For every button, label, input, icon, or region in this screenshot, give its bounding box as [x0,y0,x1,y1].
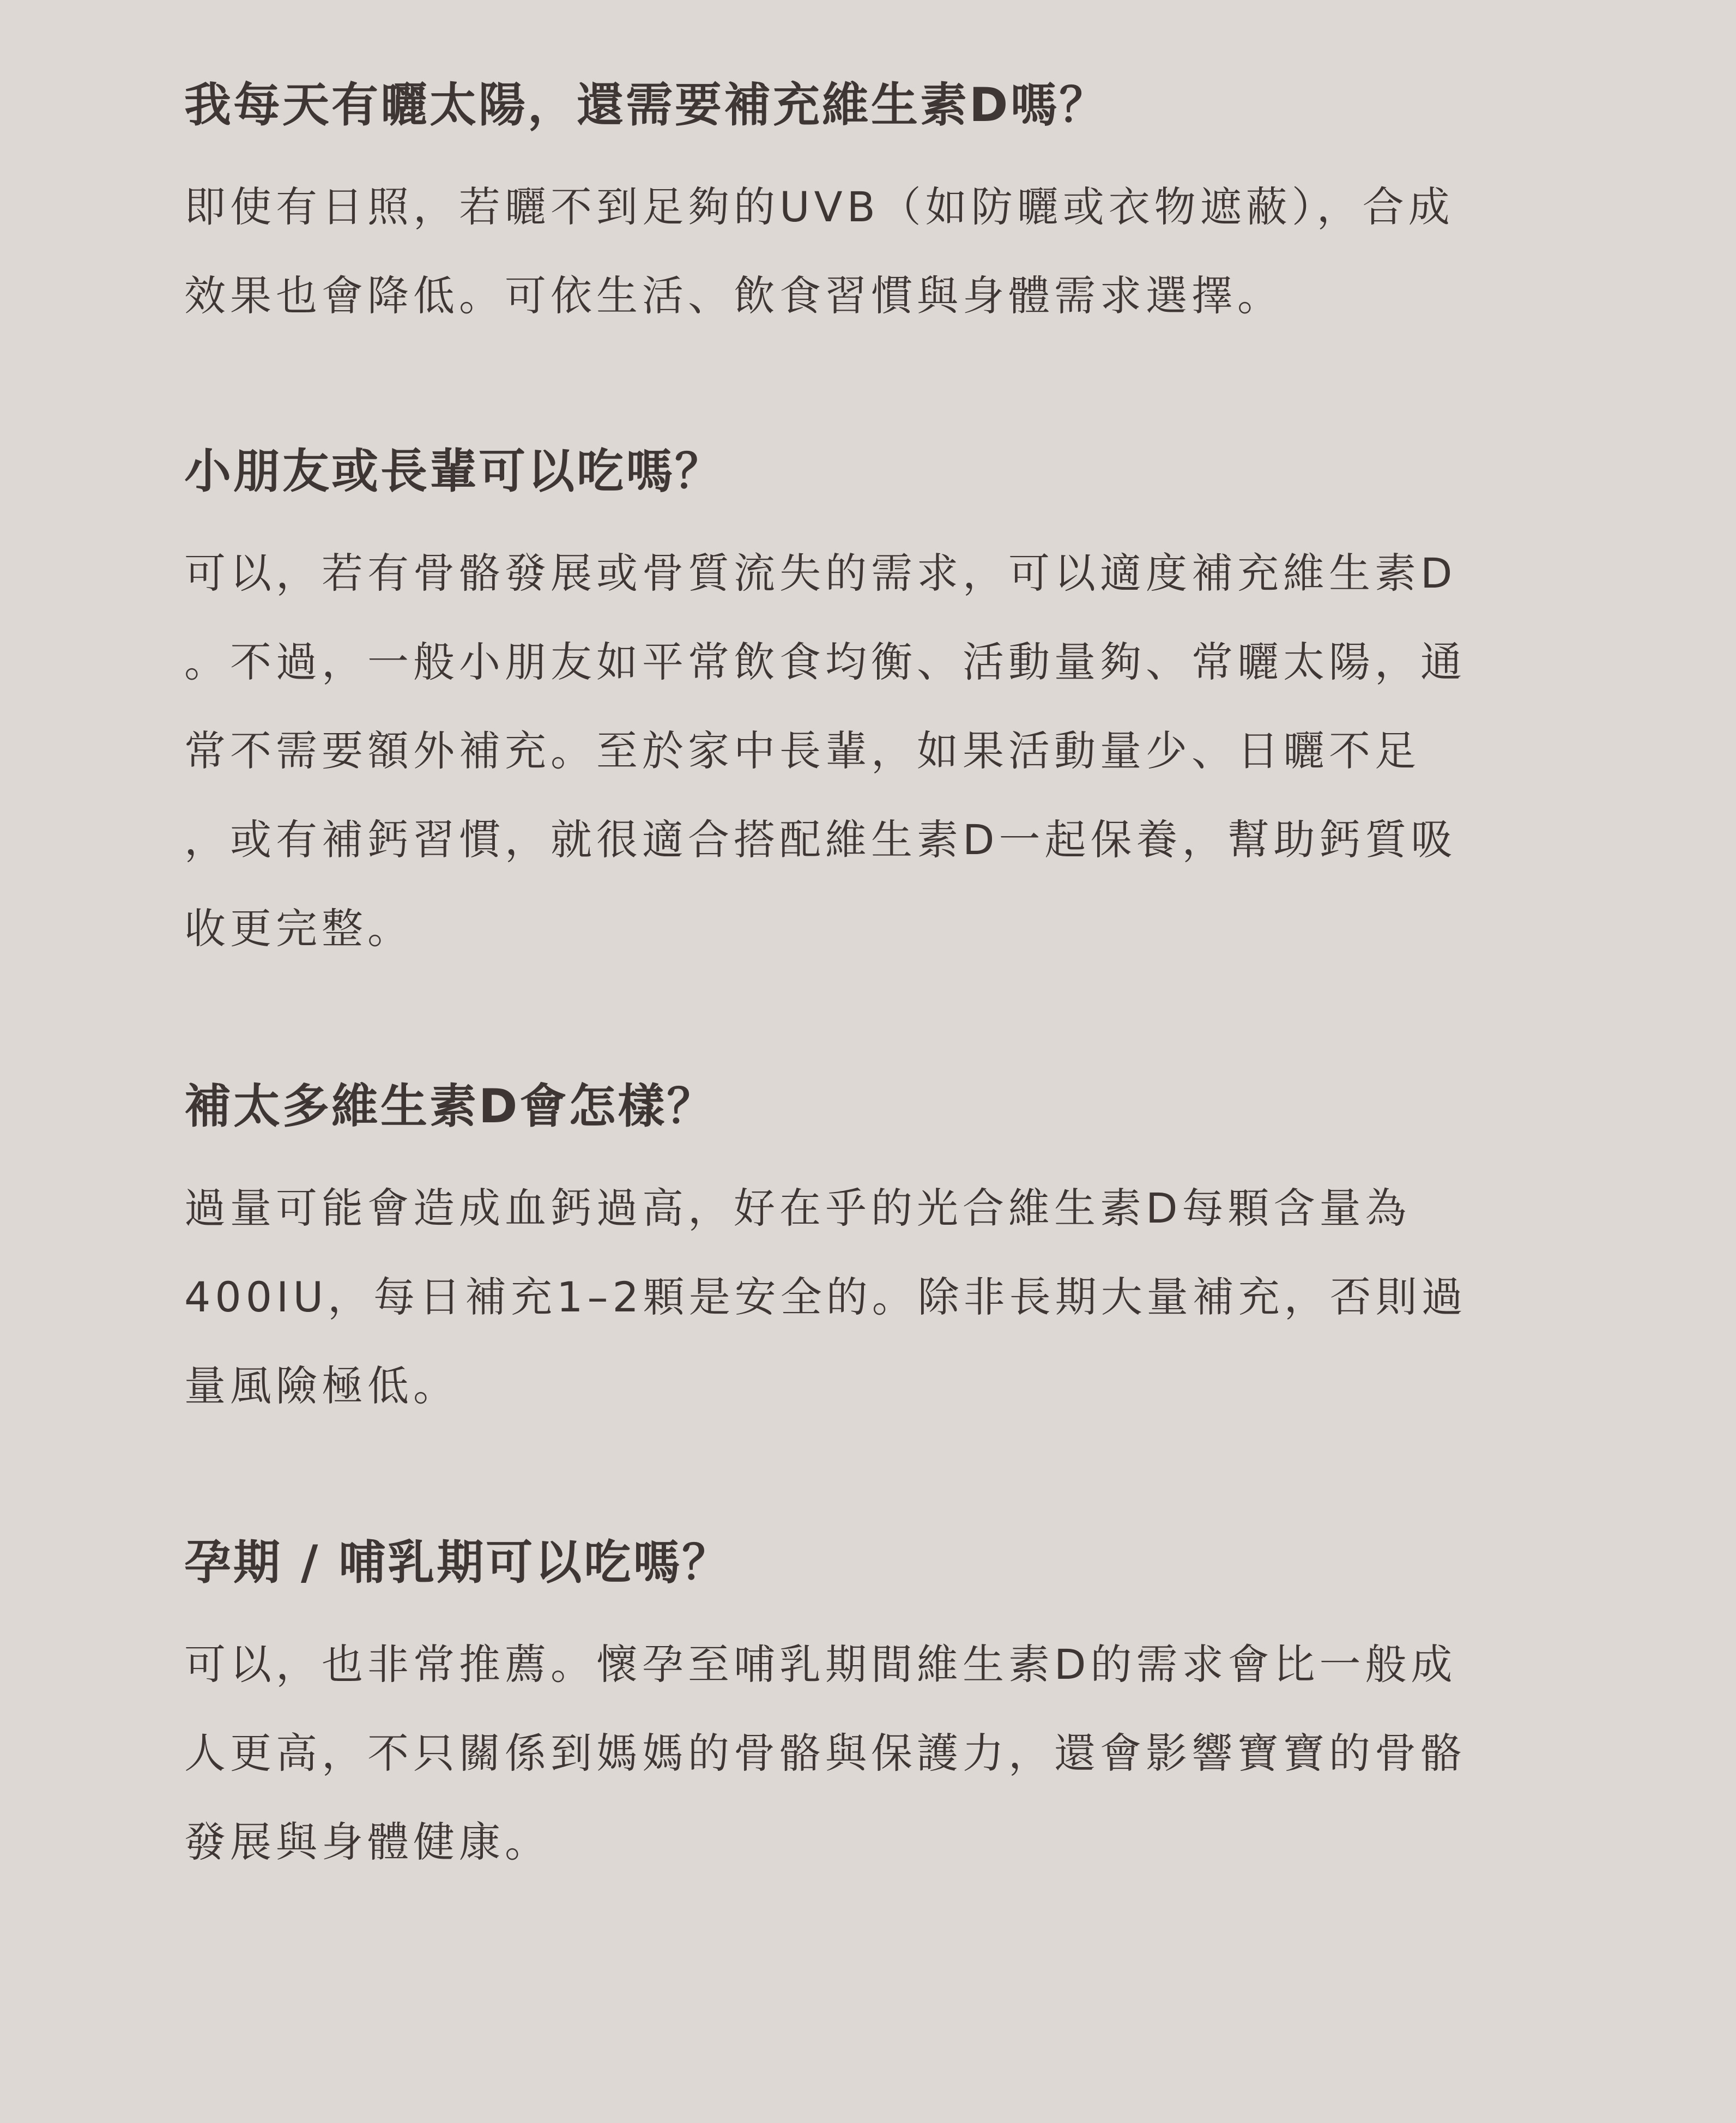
answer-line: 。不過，一般小朋友如平常飲食均衡、活動量夠、常曬太陽，通 [184,638,1466,686]
faq-question: 孕期 / 哺乳期可以吃嗎？ [184,1535,731,1590]
answer-line: 量風險極低。 [184,1362,459,1410]
answer-line: 即使有日照，若曬不到足夠的UVB（如防曬或衣物遮蔽），合成 [184,183,1454,231]
answer-line: 收更完整。 [184,904,413,953]
answer-line: 效果也會降低。可依生活、飲食習慣與身體需求選擇。 [184,271,1283,320]
faq-answer [184,1164,1520,1430]
faq-item [184,1534,1520,1886]
answer-line: 人更高，不只關係到媽媽的骨骼與保護力，還會影響寶寶的骨骼 [184,1729,1466,1777]
faq-answer [184,162,1520,340]
answer-line: 發展與身體健康。 [184,1818,551,1866]
faq-item [184,76,1520,340]
answer-line: 400IU，每日補充1–2顆是安全的。除非長期大量補充，否則過 [184,1273,1467,1321]
answer-line: ，或有補鈣習慣，就很適合搭配維生素D一起保養，幫助鈣質吸 [184,815,1457,864]
faq-answer [184,529,1520,973]
answer-line: 常不需要額外補充。至於家中長輩，如果活動量少、日曬不足 [184,727,1420,775]
faq-answer [184,1620,1520,1886]
faq-item [184,443,1520,973]
answer-line: 過量可能會造成血鈣過高，好在乎的光合維生素D每顆含量為 [184,1184,1411,1232]
faq-question: 小朋友或長輩可以吃嗎？ [184,444,724,499]
answer-line: 可以，也非常推薦。懷孕至哺乳期間維生素D的需求會比一般成 [184,1640,1457,1689]
faq-question: 我每天有曬太陽，還需要補充維生素D嗎？ [184,78,1109,132]
faq-item [184,1078,1520,1430]
answer-line: 可以，若有骨骼發展或骨質流失的需求，可以適度補充維生素D [184,549,1457,597]
faq-question: 補太多維生素D會怎樣？ [184,1079,716,1134]
